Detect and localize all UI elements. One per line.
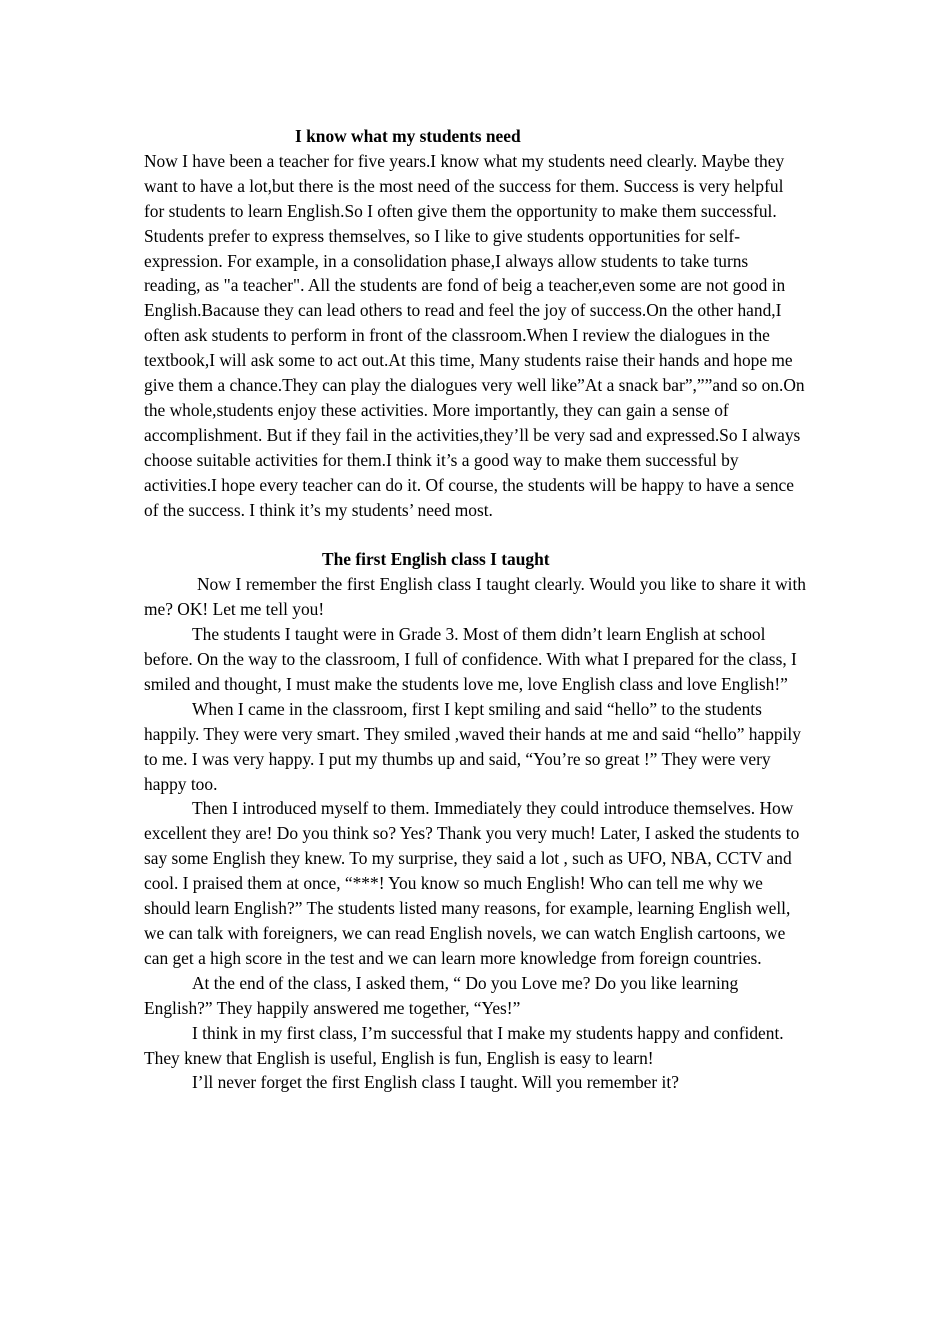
document-body [144, 124, 806, 1095]
essay-2-title: The first English class I taught [322, 549, 550, 570]
essay-2-paragraph-2: The students I taught were in Grade 3. Most of them didn’t learn English at school before. On the way to the classroom, I full of confidence. With what I prepared for the class, I smiled and thought, I must make the students love me, love English class and love English!” [144, 624, 797, 694]
section-spacer [144, 523, 806, 548]
essay-2-paragraph-4: Then I introduced myself to them. Immediately they could introduce themselves. How excellent they are! Do you think so? Yes? Thank you very much! Later, I asked the students to say some English they knew. To my surprise, they said a lot , such as UFO, NBA, CCTV and cool. I praised them at once, “***! You know so much English! Who can tell me why we should learn English?” The students listed many reasons, for example, learning English well, we can talk with foreigners, we can read English novels, we can watch English cartoons, we can get a high score in the test and we can learn more knowledge from foreign countries. [144, 798, 800, 968]
essay-2-paragraph-5: At the end of the class, I asked them, “ Do you Love me? Do you like learning English?” They happily answered me together, “Yes!” [144, 972, 739, 1018]
essay-2-paragraph-6: I think in my first class, I’m successful that I make my students happy and confident. They knew that English is useful, English is fun, English is easy to learn! [144, 1022, 784, 1068]
essay-1-title: I know what my students need [295, 126, 521, 146]
essay-2-paragraph-1: Now I remember the first English class I taught clearly. Would you like to share it with me? OK! Let me tell you! [144, 574, 806, 620]
essay-1-paragraph-1: Now I have been a teacher for five years.I know what my students need clearly. Maybe they want to have a lot,but there is the most need of the success for them. Success is very helpful for students to learn English.So I often give them the opportunity to make them successful. [144, 150, 785, 221]
essay-2-paragraph-7: I’ll never forget the first English class I taught. Will you remember it? [192, 1072, 679, 1093]
essay-1-paragraph-2: Students prefer to express themselves, so I like to give students opportunities for self-expression. For example, in a consolidation phase,I always allow students to take turns reading, as "a teacher". All the students are fond of beig a teacher,even some are not good in English.Bacause they can lead others to read and feel the joy of success.On the other hand,I often ask students to perform in front of the classroom.When I review the dialogues in the textbook,I will ask some to act out.At this time, Many students raise their hands and hope me give them a chance.They can play the dialogues very well like”At a snack bar”,””and so on.On the whole,students enjoy these activities. More importantly, they can gain a sense of accomplishment. But if they fail in the activities,they’ll be very sad and expressed.So I always choose suitable activities for them.I think it’s a good way to make them successful by activities.I hope every teacher can do it. Of course, the students will be happy to have a sence of the success. I think it’s my students’ need most. [144, 225, 805, 520]
essay-2-paragraph-3: When I came in the classroom, first I kept smiling and said “hello” to the students happily. They were very smart. They smiled ,waved their hands at me and said “hello” happily to me. I was very happy. I put my thumbs up and said, “You’re so great !” They were very happy too. [144, 698, 801, 794]
